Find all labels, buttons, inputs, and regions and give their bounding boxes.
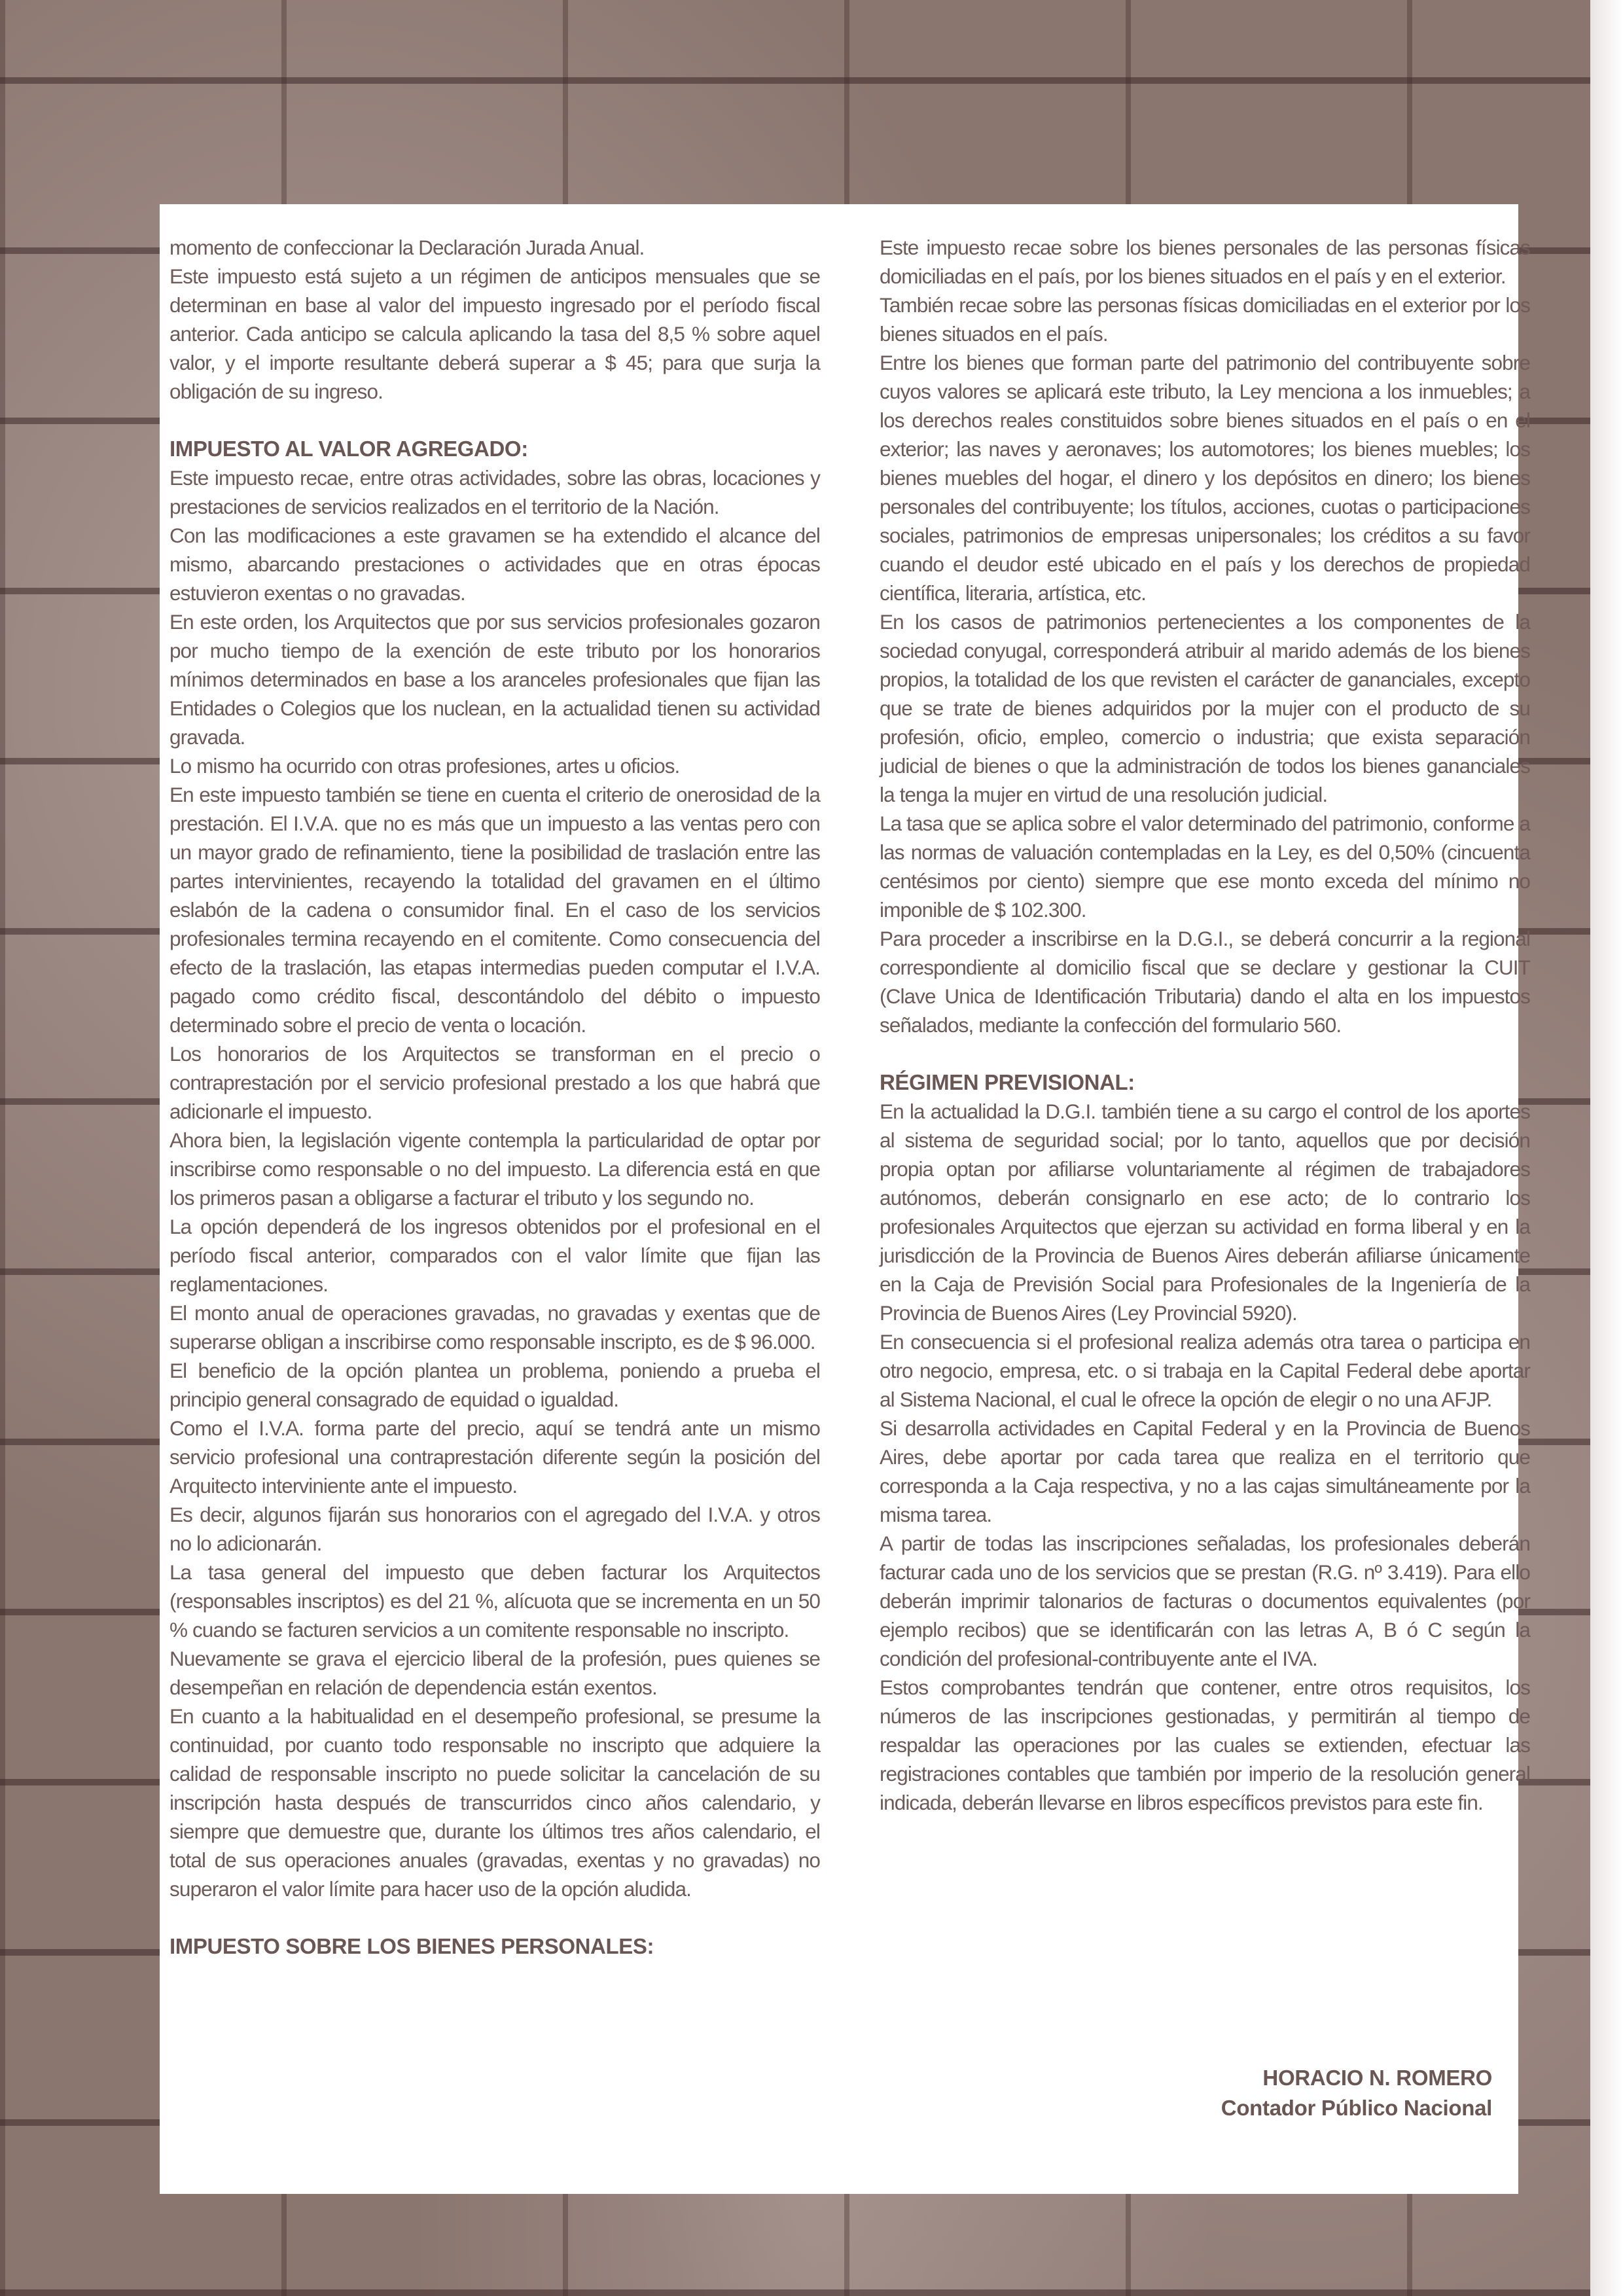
spacer [169, 1903, 820, 1932]
paragraph: La tasa que se aplica sobre el valor determinado del patrimonio, conforme a las normas de valuación contempladas en la Ley, es del 0,50% (cincuenta centésimos por ciento) siempre que ese monto exceda del mínimo no imponible de $ 102.300. [880, 812, 1530, 922]
paragraph: Lo mismo ha ocurrido con otras profesiones, artes u oficios. [169, 754, 680, 778]
section-heading-bienes-personales: IMPUESTO SOBRE LOS BIENES PERSONALES: [169, 1934, 654, 1958]
paragraph: A partir de todas las inscripciones señaladas, los profesionales deberán facturar cada uno de los servicios que se prestan (R.G. nº 3.419). Para ello deberán imprimir talonarios de facturas o documentos equivalentes (por ejemplo recibos) que se identificarán con las letras A, B ó C según la condición del profesional-contribuyente ante el IVA. [880, 1532, 1530, 1670]
left-column [169, 233, 820, 1961]
section-heading-iva: IMPUESTO AL VALOR AGREGADO: [169, 437, 528, 461]
paragraph: Ahora bien, la legislación vigente contempla la particularidad de optar por inscribirse como responsable o no del impuesto. La diferencia está en que los primeros pasan a obligarse a facturar el tributo y los segundo no. [169, 1128, 820, 1210]
paragraph: En los casos de patrimonios pertenecientes a los componentes de la sociedad conyugal, corresponderá atribuir al marido además de los bienes propios, la totalidad de los que revisten el carácter de gananciales, excepto que se trate de bienes adquiridos por la mujer con el producto de su profesión, oficio, empleo, comercio o industria; que exista separación judicial de bienes o que la administración de todos los bienes gananciales la tenga la mujer en virtud de una resolución judicial. [880, 610, 1530, 806]
section-heading-regimen-previsional: RÉGIMEN PREVISIONAL: [880, 1070, 1135, 1094]
spacer [880, 1039, 1530, 1068]
paragraph: Nuevamente se grava el ejercicio liberal de la profesión, pues quienes se desempeñan en relación de dependencia están exentos. [169, 1647, 820, 1699]
article-panel [160, 204, 1530, 2194]
paragraph: Es decir, algunos fijarán sus honorarios con el agregado del I.V.A. y otros no lo adicionarán. [169, 1503, 820, 1555]
paragraph: Estos comprobantes tendrán que contener, entre otros requisitos, los números de las inscripciones gestionadas, y permitirán al tiempo de respaldar las operaciones por las cuales se extienden, efectuar las registraciones contables que también por imperio de la resolución general indicada, deberán llevarse en libros específicos previstos para este fin. [880, 1676, 1530, 1814]
page-edge [1590, 0, 1623, 2296]
paragraph: Este impuesto recae sobre los bienes personales de las personas físicas domiciliadas en el país, por los bienes situados en el país y en el exterior. [880, 236, 1530, 288]
paragraph: Los honorarios de los Arquitectos se transforman en el precio o contraprestación por el servicio profesional prestado a los que habrá que adicionarle el impuesto. [169, 1042, 820, 1123]
paragraph: La opción dependerá de los ingresos obtenidos por el profesional en el período fiscal anterior, comparados con el valor límite que fijan las reglamentaciones. [169, 1215, 820, 1296]
paragraph: En consecuencia si el profesional realiza además otra tarea o participa en otro negocio, empresa, etc. o si trabaja en la Capital Federal debe aportar al Sistema Nacional, el cual le ofrece la opción de elegir o no una AFJP. [880, 1330, 1530, 1411]
paragraph: En este orden, los Arquitectos que por sus servicios profesionales gozaron por mucho tiempo de la exención de este tributo por los honorarios mínimos determinados en base a los aranceles profesionales que fijan las Entidades o Colegios que los nuclean, en la actualidad tienen su actividad gravada. [169, 610, 820, 749]
paragraph: La tasa general del impuesto que deben facturar los Arquitectos (responsables inscriptos) es del 21 %, alícuota que se incrementa en un 50 % cuando se facturen servicios a un comitente responsable no inscripto. [169, 1560, 820, 1641]
author-signature [1221, 2063, 1492, 2123]
paragraph: momento de confeccionar la Declaración Jurada Anual. [169, 236, 645, 259]
paragraph: Con las modificaciones a este gravamen se ha extendido el alcance del mismo, abarcando prestaciones o actividades que en otras épocas estuvieron exentas o no gravadas. [169, 524, 820, 605]
spacer [169, 406, 820, 435]
paragraph: En la actualidad la D.G.I. también tiene a su cargo el control de los aportes al sistema de seguridad social; por lo tanto, aquellos que por decisión propia optan por afiliarse voluntariamente al régimen de trabajadores autónomos, deberán consignarlo en ese acto; de lo contrario los profesionales Arquitectos que ejerzan su actividad en forma liberal y en la jurisdicción de la Provincia de Buenos Aires deberán afiliarse únicamente en la Caja de Previsión Social para Profesionales de la Ingeniería de la Provincia de Buenos Aires (Ley Provincial 5920). [880, 1100, 1530, 1325]
paragraph: Este impuesto recae, entre otras actividades, sobre las obras, locaciones y prestaciones de servicios realizados en el territorio de la Nación. [169, 466, 820, 518]
paragraph: Para proceder a inscribirse en la D.G.I., se deberá concurrir a la regional correspondiente al domicilio fiscal que se declare y gestionar la CUIT (Clave Unica de Identificación Tributaria) dando el alta en los impuestos señalados, mediante la confección del formulario 560. [880, 927, 1530, 1037]
author-title: Contador Público Nacional [1221, 2096, 1492, 2120]
paragraph: Como el I.V.A. forma parte del precio, aquí se tendrá ante un mismo servicio profesional una contraprestación diferente según la posición del Arquitecto interviniente ante el impuesto. [169, 1416, 820, 1498]
author-name: HORACIO N. ROMERO [1262, 2066, 1492, 2090]
paragraph: Este impuesto está sujeto a un régimen de anticipos mensuales que se determinan en base al valor del impuesto ingresado por el período fiscal anterior. Cada anticipo se calcula aplicando la tasa del 8,5 % sobre aquel valor, y el importe resultante deberá superar a $ 45; para que surja la obligación de su ingreso. [169, 264, 820, 403]
paragraph: Si desarrolla actividades en Capital Federal y en la Provincia de Buenos Aires, debe aportar por cada tarea que realiza en el territorio que corresponda a la Caja respectiva, y no a las cajas simultáneamente por la misma tarea. [880, 1416, 1530, 1526]
paragraph: El monto anual de operaciones gravadas, no gravadas y exentas que de superarse obligan a inscribirse como responsable inscripto, es de $ 96.000. [169, 1301, 820, 1354]
paragraph: También recae sobre las personas físicas domiciliadas en el exterior por los bienes situados en el país. [880, 293, 1530, 346]
right-column [880, 233, 1530, 1817]
paragraph: El beneficio de la opción plantea un problema, poniendo a prueba el principio general consagrado de equidad o igualdad. [169, 1359, 820, 1411]
paragraph: Entre los bienes que forman parte del patrimonio del contribuyente sobre cuyos valores se aplicará este tributo, la Ley menciona a los inmuebles; a los derechos reales constituidos sobre bienes situados en el país o en el exterior; las naves y aeronaves; los automotores; los bienes muebles; los bienes muebles del hogar, el dinero y los depósitos en dinero; los bienes personales del contribuyente; los títulos, acciones, cuotas o participaciones sociales, patrimonios de empresas unipersonales; los créditos a su favor cuando el deudor esté ubicado en el país y los derechos de propiedad científica, literaria, artística, etc. [880, 351, 1530, 605]
paragraph: En este impuesto también se tiene en cuenta el criterio de onerosidad de la prestación. El I.V.A. que no es más que un impuesto a las ventas pero con un mayor grado de refinamiento, tiene la posibilidad de traslación entre las partes intervinientes, recayendo la totalidad del gravamen en el último eslabón de la cadena o consumidor final. En el caso de los servicios profesionales termina recayendo en el comitente. Como consecuencia del efecto de la traslación, las etapas intermedias pueden computar el I.V.A. pagado como crédito fiscal, descontándolo del débito o impuesto determinado sobre el precio de venta o locación. [169, 783, 820, 1037]
paragraph: En cuanto a la habitualidad en el desempeño profesional, se presume la continuidad, por cuanto todo responsable no inscripto que adquiere la calidad de responsable inscripto no puede solicitar la cancelación de su inscripción hasta después de transcurridos cinco años calendario, y siempre que demuestre que, durante los últimos tres años calendario, el total de sus operaciones anuales (gravadas, exentas y no gravadas) no superaron el valor límite para hacer uso de la opción aludida. [169, 1704, 820, 1901]
